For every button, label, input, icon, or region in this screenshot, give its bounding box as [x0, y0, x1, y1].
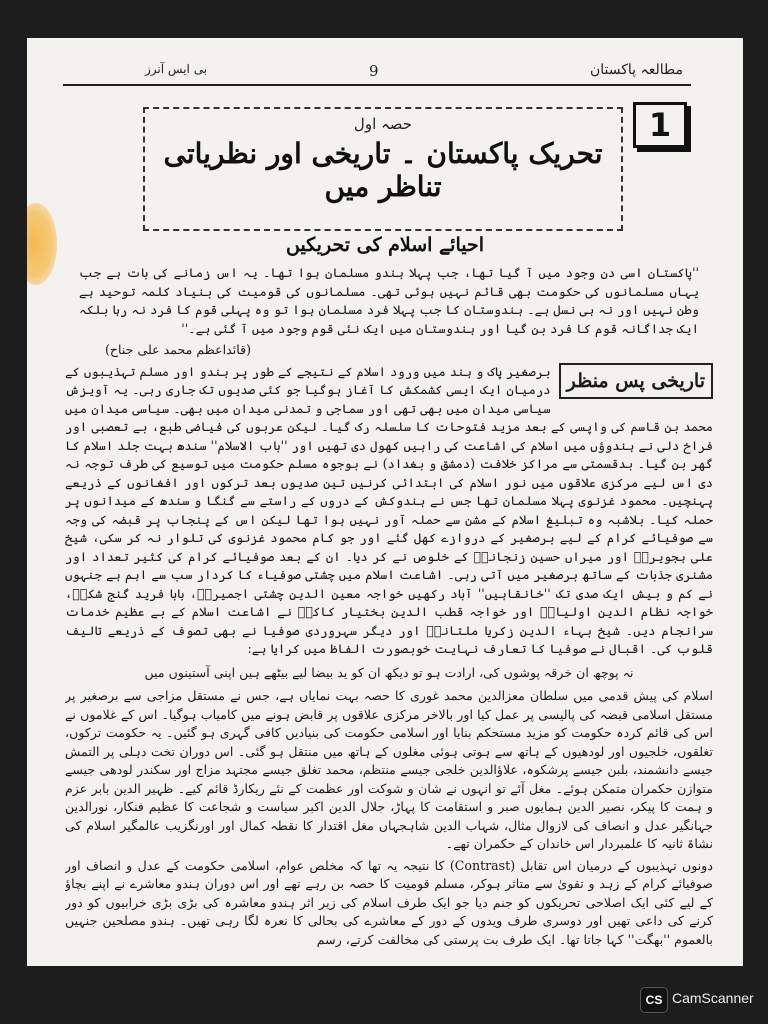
- header-course: بی ایس آنرز: [145, 62, 208, 76]
- header-subject: مطالعہ پاکستان: [589, 62, 683, 78]
- quote-paragraph: ''پاکستان اسی دن وجود میں آ گیا تھا، جب پہلا ہندو مسلمان ہوا تھا۔ یہ اس زمانے کی بات ہے جب یہاں مسلمانوں کی حکومت بھی قائم نہیں ہوئی تھی۔ مسلمانوں کی قومیت کی بنیاد کلمہ توحید ہے وطن نہیں اور نہ ہی نسل ہے۔ ہندوستان کا جب پہلا فرد مسلمان ہوا تو وہ پہلی قوم کا فرد نہ رہا بلکہ ایک جداگانہ قوم کا فرد بن گیا اور ہندوستان میں ایک نئی قوم وجود میں آ گئی ہے۔'': [79, 265, 699, 336]
- quote-attribution: (قائداعظم محمد علی جناح): [105, 342, 252, 357]
- iqbal-couplet: نہ پوچھ ان خرقہ پوشوں کی، ارادت ہو تو دیکھ ان کو ید بیضا لیے بیٹھے ہیں اپنی آستینوں میں: [144, 664, 634, 680]
- paragraph-2: اسلام کی پیش قدمی میں سلطان معزالدین محمد غوری کا حصہ بہت نمایاں ہے، جس نے مستقل مزاجی سے برصغیر پر مستقل اسلامی قبضہ کی پالیسی پر عمل کیا اور بالاخر مرکزی علاقوں پر قابض ہونے میں کامیاب ہوگیا۔ اس کے غلاموں نے اس کی قائم کردہ حکومت کو مزید مستحکم بنایا اور اسلامی حکومت کی بنیادیں کافی گہری ہو گئیں۔ یہ حکومت ترکوں، تغلقوں، خلجیوں اور لودھیوں کے ہاتھ سے ہوتی ہوئی مغلوں کے ہاتھ میں منتقل ہو گئی۔ اس دوران تخت دہلی پر التمش جیسے دانشمند، بلبن جیسے پرشکوہ، علاؤالدین خلجی جیسے منتظم، محمد تغلق جیسے مجتہد مزاج اور سکندر لودھی جیسے متوازن حکمران متمکن ہوئے۔ مغل آئے تو انہوں نے شان و شوکت اور عظمت کے نئے ریکارڈ قائم کیے۔ ظہیر الدین بابر عزم و ہمت کا پیکر، نصیر الدین ہمایوں صبر و استقامت کا پہاڑ، جلال الدین اکبر سیاست و شجاعت کا عظیم فنکار، نورالدین جہانگیر عدل و انصاف کی لازوال مثال، شہاب الدین شاہجہاں مغل اقتدار کا نقطہ کمال اور اورنگزیب عالمگیر اسلام کی نشاۃ ثانیہ کا علمبردار اس خاندان کے حکمران تھے۔: [65, 688, 713, 851]
- header-rule: [63, 84, 691, 86]
- camscanner-watermark: CamScanner: [672, 990, 754, 1006]
- scanned-page: [27, 38, 743, 966]
- page-number: 9: [369, 62, 379, 80]
- chapter-title: تحریک پاکستان ۔ تاریخی اور نظریاتی تناظر میں: [163, 137, 603, 203]
- body-text: [65, 264, 713, 952]
- historical-background-heading: تاریخی پس منظر: [559, 363, 713, 399]
- section-subtitle: احیائے اسلام کی تحریکیں: [285, 234, 484, 256]
- part-label: حصہ اول: [353, 115, 413, 133]
- paragraph-1: برصغیر پاک و ہند میں ورود اسلام کے نتیجے کے طور پر ہندو اور مسلم تہذیبوں کے درمیان ایک ایسی کشمکش کا آغاز ہوگیا جو کئی صدیوں تک جاری رہی۔ یہ آویزش سیاسی میدان میں بھی تھی اور سماجی و تمدنی میدان میں بھی۔ سیاسی میدان میں محمد بن قاسم کی واپسی کے بعد مزید فتوحات کا سلسلہ رک گیا۔ لیکن عربوں کی فیاضی طبع، بے تعصبی اور فراخ دلی نے ہندوؤں میں اسلام کی اشاعت کی راہیں کھول دی تھیں اور ''باب الاسلام'' سندھ بہت جلد اسلام کا گھر بن گیا۔ بدقسمتی سے مراکز خلافت (دمشق و بغداد) نے بوجوہ مسلم حکومت میں توسیع کی طرف توجہ نہ دی اس لیے مرکزی علاقوں میں نور اسلام کی ابتدائی کرنیں تین صدیوں بعد ترکوں اور افغانوں کے ذریعے پہنچیں۔ محمود غزنوی پہلا مسلمان تھا جس نے ہندوکش کے دروں کے راستے سے گنگا و سندھ کے میدانوں پر حملہ کیا۔ بلاشبہ وہ تبلیغ اسلام کے مشن سے حملہ آور نہیں ہوا تھا لیکن اس کے پنجاب پر قبضہ کی وجہ سے صوفیائے کرام کے لیے برصغیر کے دروازے کھل گئے اور جو کام محمود غزنوی کی تلوار نہ کر سکی، شیخ علی ہجویریؒ اور میراں حسین زنجانیؒ کے خلوص نے کر دیا۔ ان کے بعد صوفیائے کرام کی کثیر تعداد اور مشنری جذبات کے ساتھ برصغیر میں آتی رہی۔ اشاعت اسلام میں چشتی صوفیاء کا کردار سب سے اہم ہے جنہوں نے کم و بیش ایک صدی تک ''خانقاہیں'' آباد رکھیں خواجہ معین الدین چشتی اجمیریؒ، بابا فرید گنج شکرؒ، خواجہ نظام الدین اولیاءؒ اور خواجہ قطب الدین بختیار کاکیؒ نے اشاعت اسلام کے بے عظیم خدمات سرانجام دیں۔ شیخ بہاء الدین زکریا ملتانیؒ اور دیگر سہروردی صوفیا نے بھی تصوف کے ذریعے تالیف قلوب کی۔ اقبال نے صوفیا کا تعارف نہایت خوبصورت الفاظ میں کرایا ہے:: [65, 363, 713, 656]
- title-box: [143, 107, 623, 231]
- chapter-number-box: 1: [633, 102, 687, 148]
- paragraph-3: دونوں تہذیبوں کے درمیان اس تقابل (Contrast) کا نتیجہ یہ تھا کہ مخلص عوام، اسلامی حکومت کے عدل و انصاف اور صوفیائے کرام کے زہد و تقویٰ سے متاثر ہوکر، مسلم قومیت کا حصہ بن رہے تھے اور اس دوران ہندو معاشرے نے اپنے بچاؤ کے لیے کئی ایک اصلاحی تحریکوں کو جنم دیا جو ایک طرف اسلام کی زیر اثر ہندو معاشرہ کی بڑی بڑی خرابیوں کو دور کرنے کی داعی تھیں اور دوسری طرف ویدوں کے دور کے معاشرے کی بحالی کا نعرہ لگا رہی تھیں۔ ہندو مصلحین جنہیں بالعموم ''بھگت'' کہا جاتا تھا۔ ایک طرف بت پرستی کی مخالفت کرتے، رسم: [65, 857, 713, 947]
- camscanner-logo-icon: CS: [640, 987, 668, 1013]
